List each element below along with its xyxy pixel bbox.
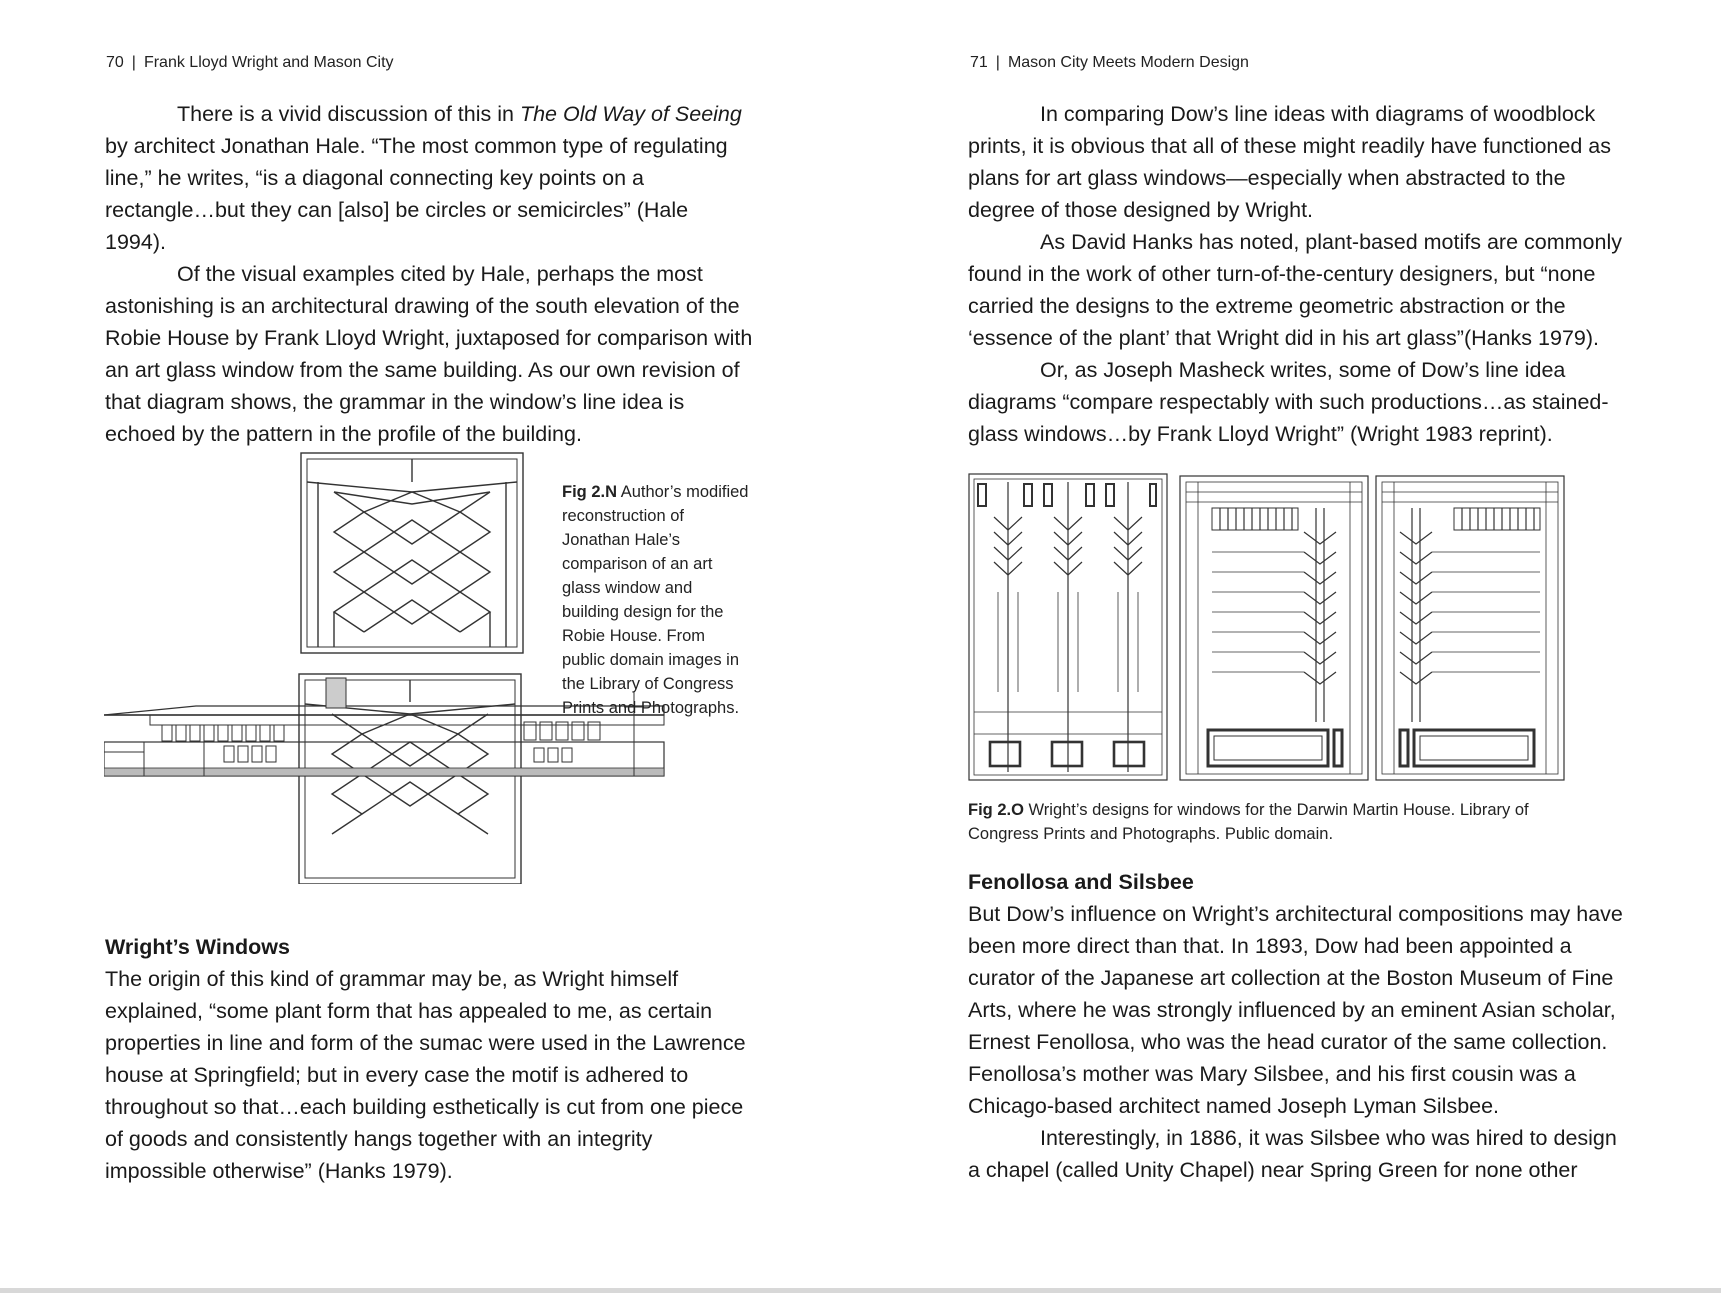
window-design-3 <box>1376 476 1564 780</box>
paragraph-text: by architect Jonathan Hale. “The most common type of regulating line,” he writes, “is a diagonal connecting key points on a rectangle…but they can [also] be circles or semicircles” (Hale 1994). <box>105 134 728 254</box>
left-section-wrights-windows <box>105 931 755 1187</box>
running-head-title: Mason City Meets Modern Design <box>1007 54 1249 71</box>
paragraph: But Dow’s influence on Wright’s architectural compositions may have been more direct than that. In 1893, Dow had been appointed a curator of the Japanese art collection at the Boston Museum of Fine Arts, where he was strongly influenced by an eminent Asian scholar, Ernest Fenollosa, who was the head curator of the same collection. Fenollosa’s mother was Mary Silsbee, and his first cousin was a Chicago-based architect named Joseph Lyman Silsbee. <box>968 902 1623 1118</box>
running-head-separator: | <box>131 54 136 71</box>
book-title: The Old Way of Seeing <box>519 102 742 126</box>
right-section-fenollosa-silsbee <box>968 866 1628 1186</box>
section-heading: Fenollosa and Silsbee <box>968 870 1194 894</box>
figure-darwin-martin-windows <box>968 472 1568 784</box>
section-heading: Wright’s Windows <box>105 935 290 959</box>
figure-label: Fig 2.N <box>562 483 618 501</box>
window-design-2 <box>1180 476 1368 780</box>
figure-caption-text: Author’s modified reconstruction of Jonathan Hale’s comparison of an art glass window and building design for the Robie House. From public domain images in the Library of Congress Prints and Photographs. <box>562 483 749 717</box>
bottom-edge <box>0 1288 1721 1293</box>
figure-label: Fig 2.O <box>968 801 1024 819</box>
darwin-martin-window-drawings <box>968 472 1568 784</box>
right-intro-text <box>968 98 1628 450</box>
left-intro-text <box>105 98 755 450</box>
page-number: 70 <box>106 54 124 71</box>
paragraph: Or, as Joseph Masheck writes, some of Dow’s line idea diagrams “compare respectably with such productions…as stained-glass windows…by Frank Lloyd Wright” (Wright 1983 reprint). <box>968 358 1609 446</box>
paragraph: Interestingly, in 1886, it was Silsbee who was hired to design a chapel (called Unity Chapel) near Spring Green for none other <box>968 1126 1617 1182</box>
left-page <box>0 0 860 1293</box>
paragraph: Of the visual examples cited by Hale, perhaps the most astonishing is an architectural drawing of the south elevation of the Robie House by Frank Lloyd Wright, juxtaposed for comparison with an art glass window from the same building. As our own revision of that diagram shows, the grammar in the window’s line idea is echoed by the pattern in the profile of the building. <box>105 262 753 446</box>
running-head-left <box>106 54 394 72</box>
running-head-separator: | <box>995 54 1000 71</box>
art-glass-window <box>301 453 523 653</box>
figure-caption-text: Wright’s designs for windows for the Darwin Martin House. Library of Congress Prints and Photographs. Public domain. <box>968 801 1529 843</box>
figure-caption-2o <box>968 798 1568 846</box>
window-design-1 <box>969 474 1167 780</box>
paragraph-text: There is a vivid discussion of this in <box>177 102 520 126</box>
paragraph <box>105 98 755 258</box>
running-head-title: Frank Lloyd Wright and Mason City <box>143 54 394 71</box>
page-number: 71 <box>970 54 988 71</box>
running-head-right <box>970 54 1249 72</box>
figure-caption-2n <box>562 480 750 720</box>
right-page <box>860 0 1721 1293</box>
paragraph: The origin of this kind of grammar may be, as Wright himself explained, “some plant form that has appealed to me, as certain properties in line and form of the sumac were used in the Lawrence house at Springfield; but in every case the motif is adhered to throughout so that…each building esthetically is cut from one piece of goods and consistently hangs together with an integrity impossible otherwise” (Hanks 1979). <box>105 967 746 1183</box>
paragraph: As David Hanks has noted, plant-based motifs are commonly found in the work of other turn-of-the-century designers, but “none carried the designs to the extreme geometric abstraction or the ‘essence of the plant’ that Wright did in his art glass”(Hanks 1979). <box>968 230 1622 350</box>
paragraph: In comparing Dow’s line ideas with diagrams of woodblock prints, it is obvious that all of these might readily have functioned as plans for art glass windows—especially when abstracted to the degree of those designed by Wright. <box>968 102 1611 222</box>
